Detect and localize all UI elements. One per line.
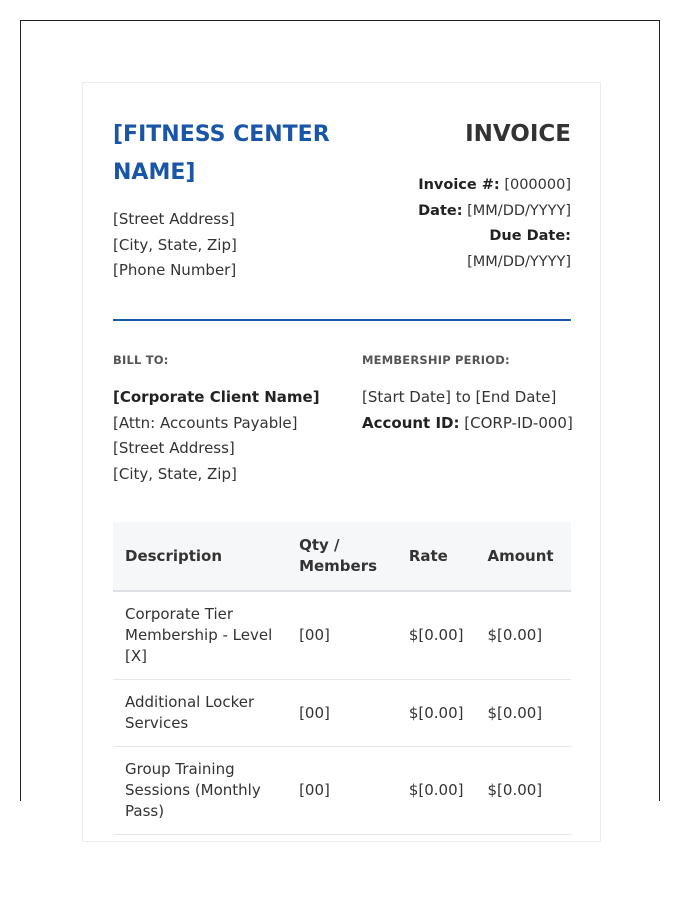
header-divider (113, 319, 571, 321)
row-rate: $[0.00] (397, 591, 476, 680)
row-amount: $[0.00] (476, 591, 572, 680)
membership-lines (362, 385, 572, 436)
invoice-meta (418, 173, 571, 276)
document-page (20, 20, 660, 820)
client-name: [Corporate Client Name] (113, 388, 320, 406)
invoice-date-value: [MM/DD/YYYY] (467, 202, 571, 219)
membership-period: [Start Date] to [End Date] (362, 388, 557, 406)
invoice-date-line (418, 199, 571, 225)
company-name: [FITNESS CENTER NAME] (113, 122, 330, 185)
bill-to-lines (113, 385, 353, 487)
row-qty: [00] (287, 680, 397, 747)
membership-period-label: MEMBERSHIP PERIOD: (362, 353, 510, 367)
due-date-value-line (418, 250, 571, 276)
invoice-number-line (418, 173, 571, 199)
invoice-number-value: [000000] (504, 177, 571, 193)
line-items-table (113, 522, 571, 835)
header-qty-members: Qty / Members (287, 522, 397, 591)
row-amount: $[0.00] (476, 680, 572, 747)
due-date-label-line (418, 224, 571, 250)
invoice-number-label: Invoice #: (418, 177, 500, 193)
client-attn: [Attn: Accounts Payable] (113, 413, 298, 432)
invoice-date-label: Date: (418, 202, 463, 219)
row-description: Group Training Sessions (Monthly Pass) (113, 747, 287, 835)
membership-section (362, 352, 572, 436)
account-id-value: [CORP-ID-000] (464, 413, 573, 432)
row-qty: [00] (287, 747, 397, 835)
header-rate: Rate (397, 522, 476, 591)
account-id-label: Account ID: (362, 413, 460, 432)
table-header-row (113, 522, 571, 591)
account-id-line (362, 411, 572, 437)
row-amount: $[0.00] (476, 747, 572, 835)
company-address (113, 207, 237, 284)
bill-to-label: BILL TO: (113, 353, 169, 367)
company-street: [Street Address] (113, 210, 235, 228)
due-date-value: [MM/DD/YYYY] (467, 254, 571, 271)
invoice-card (82, 82, 601, 842)
header-amount: Amount (476, 522, 572, 591)
table-row (113, 680, 571, 747)
company-city-state-zip: [City, State, Zip] (113, 235, 237, 254)
due-date-label: Due Date: (489, 228, 571, 245)
table-row (113, 591, 571, 680)
client-city-state-zip: [City, State, Zip] (113, 464, 237, 483)
row-qty: [00] (287, 591, 397, 680)
invoice-title: INVOICE (465, 121, 571, 147)
row-description: Corporate Tier Membership - Level [X] (113, 591, 287, 680)
row-description: Additional Locker Services (113, 680, 287, 747)
company-phone: [Phone Number] (113, 261, 237, 279)
client-street: [Street Address] (113, 439, 235, 458)
header-description: Description (113, 522, 287, 591)
bill-to-section (113, 352, 353, 487)
row-rate: $[0.00] (397, 680, 476, 747)
table-row (113, 747, 571, 835)
row-rate: $[0.00] (397, 747, 476, 835)
